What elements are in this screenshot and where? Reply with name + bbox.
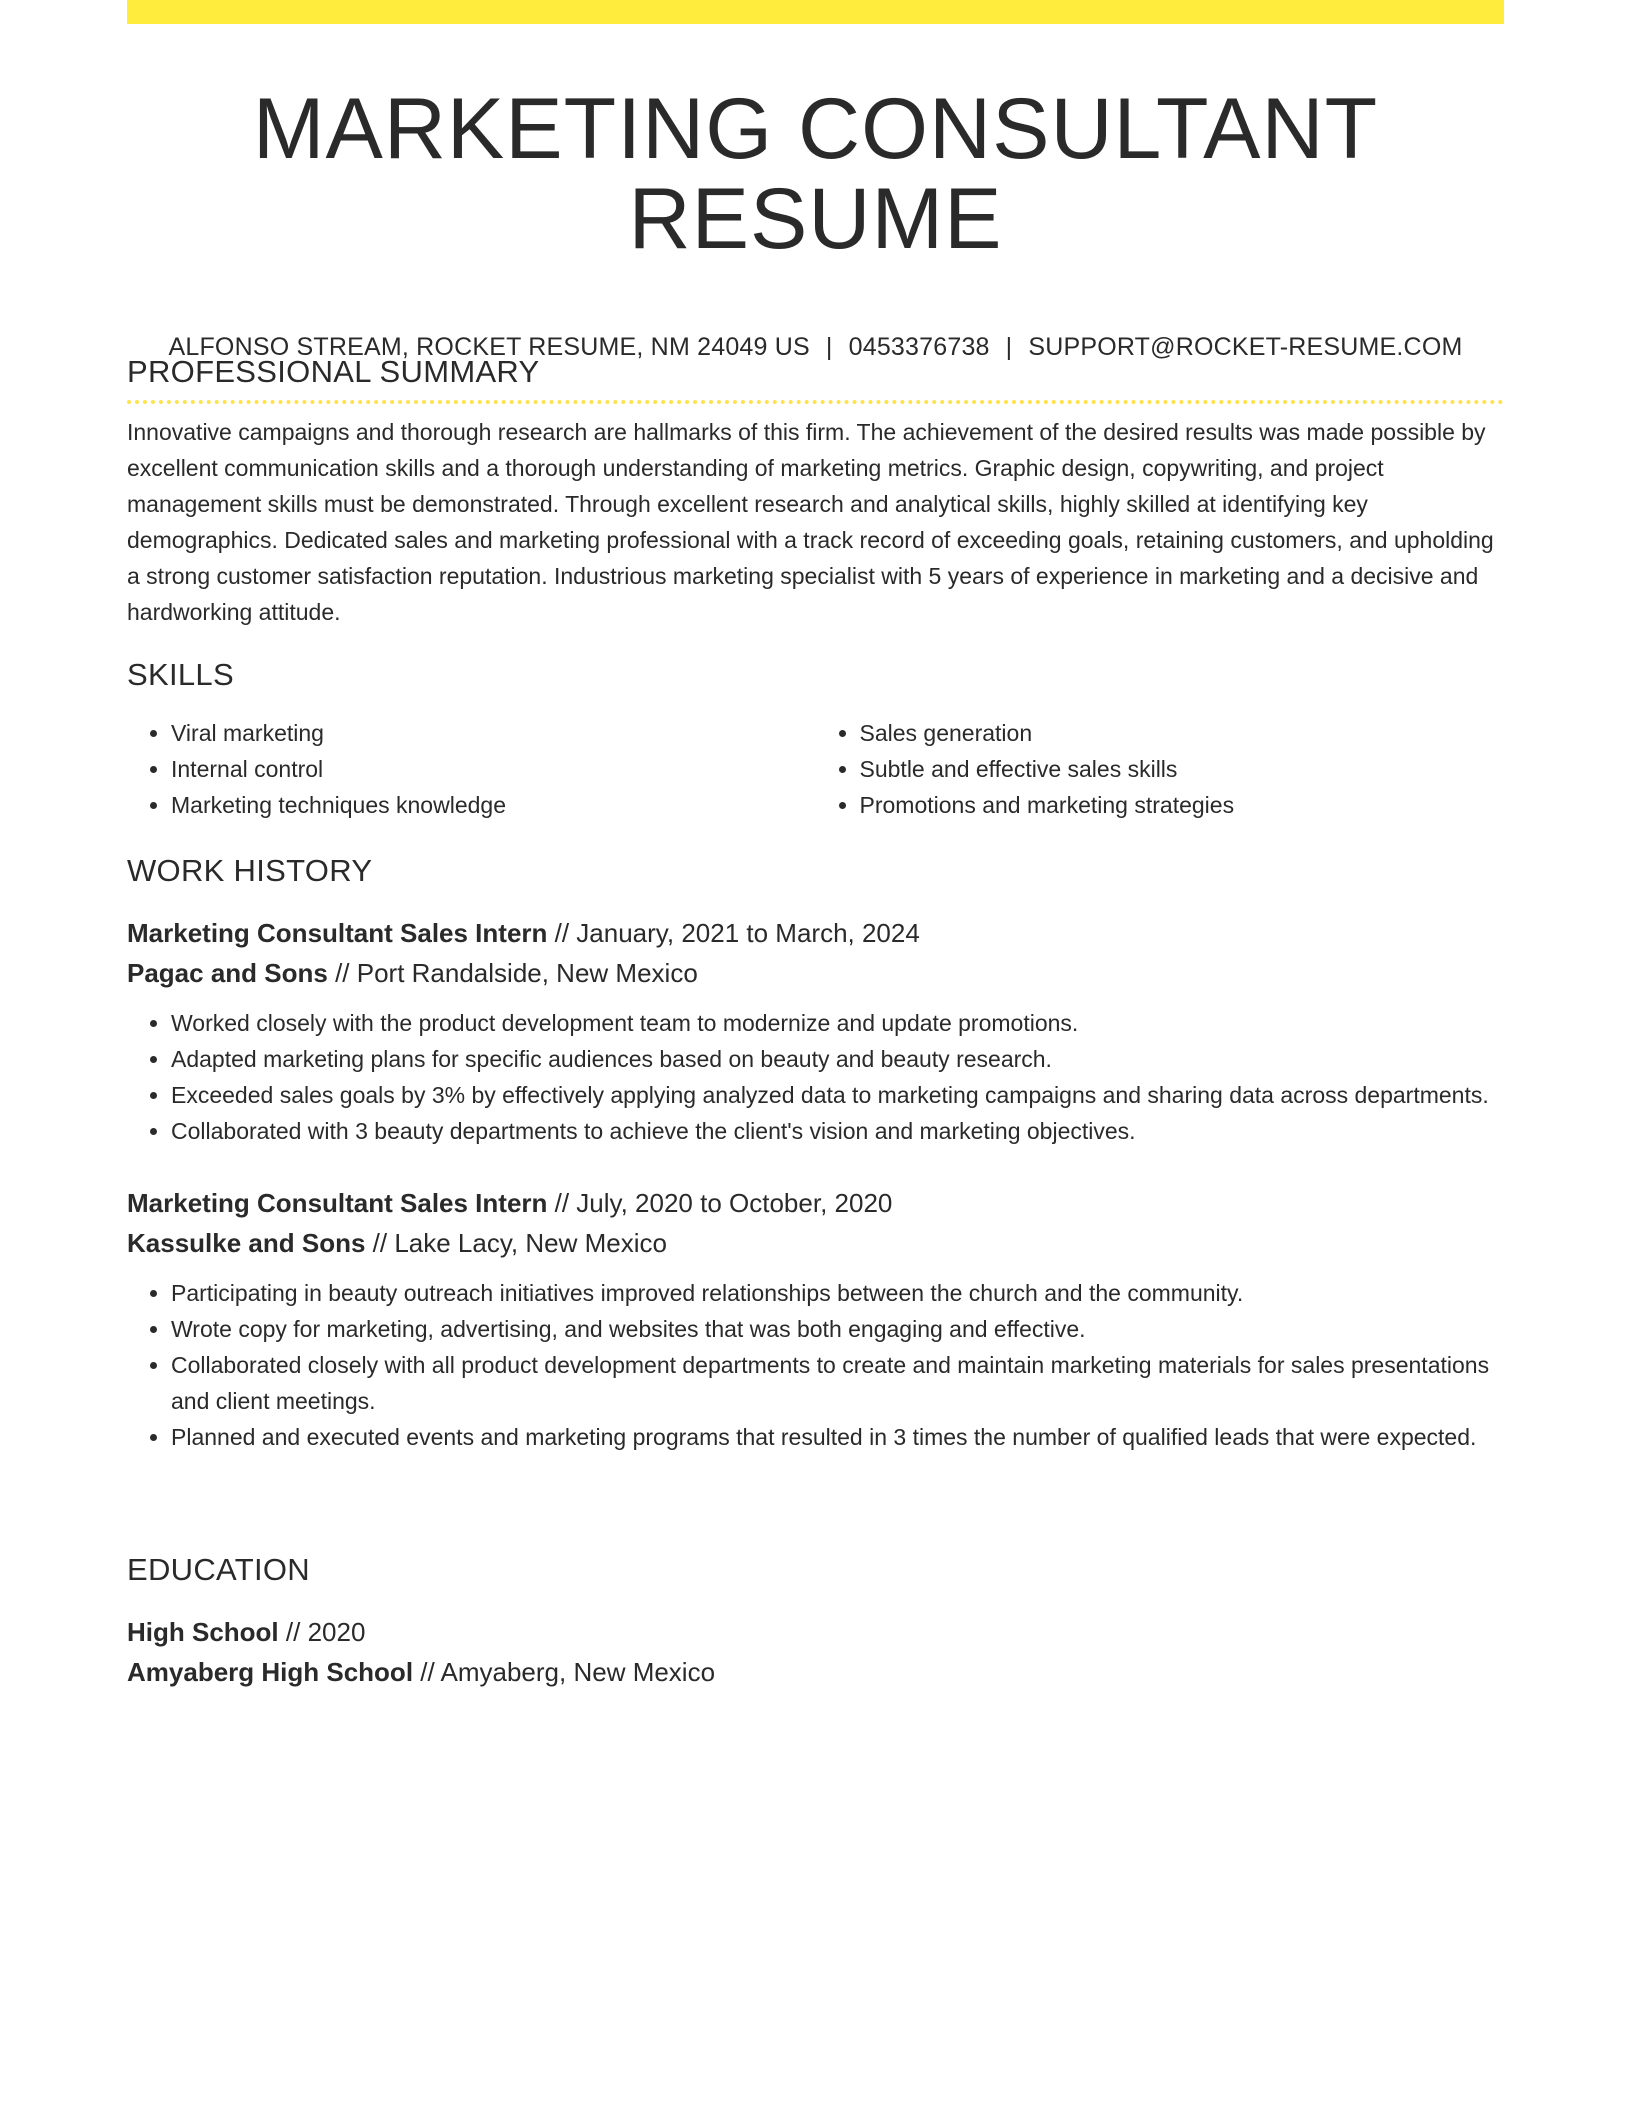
work-heading: WORK HISTORY [127,853,373,888]
education-degree: High School [127,1617,279,1647]
job-company-line [127,953,1504,993]
resume-title: MARKETING CONSULTANT RESUME [252,81,1379,268]
skills-columns [127,715,1504,823]
job-bullet: • Collaborated closely with all product development departments to create and maintain marketing materials for sales presentations and client meetings. [171,1347,1504,1419]
job-bullet: • Worked closely with the product development team to modernize and update promotions. [171,1005,1504,1041]
contact-separator: | [1005,332,1013,361]
job-bullet: • Adapted marketing plans for specific audiences based on beauty and beauty research. [171,1041,1504,1077]
job-dates: // January, 2021 to March, 2024 [547,918,920,948]
job-company-line [127,1223,1504,1263]
skills-left-list [127,715,816,823]
skills-right-list [816,715,1505,823]
education-location: // Amyaberg, New Mexico [413,1657,716,1687]
education-heading: EDUCATION [127,1552,310,1587]
job-company: Pagac and Sons [127,958,328,988]
education-year: // 2020 [278,1617,366,1647]
job-bullet: • Participating in beauty outreach initiatives improved relationships between the church and the community. [171,1275,1504,1311]
job-title: Marketing Consultant Sales Intern [127,1188,548,1218]
job-company: Kassulke and Sons [127,1228,366,1258]
education-degree-line [127,1612,1504,1652]
contact-email: SUPPORT@ROCKET-RESUME.COM [1028,332,1463,361]
summary-text: Innovative campaigns and thorough research are hallmarks of this firm. The achievement of the desired results was made possible by excellent communication skills and a thorough understanding of marketing metrics. Graphic design, copywriting, and project management skills must be demonstrated. Through excellent research and analytical skills, highly skilled at identifying key demographics. Dedicated sales and marketing professional with a track record of exceeding goals, retaining customers, and upholding a strong customer satisfaction reputation. Industrious marketing specialist with 5 years of experience in marketing and a decisive and hardworking attitude. [127,419,1494,625]
skill-item: • Promotions and marketing strategies [860,787,1505,823]
accent-top-bar [127,0,1504,24]
skills-heading: SKILLS [127,657,234,692]
education-school: Amyaberg High School [127,1657,414,1687]
contact-separator: | [825,332,833,361]
job-entry [127,913,1504,1149]
skill-item: • Subtle and effective sales skills [860,751,1505,787]
job-dates: // July, 2020 to October, 2020 [547,1188,893,1218]
skills-section [127,657,1504,823]
job-bullets [127,1275,1504,1455]
skill-item: • Sales generation [860,715,1505,751]
summary-heading: PROFESSIONAL SUMMARY [127,354,540,389]
job-bullet: • Exceeded sales goals by 3% by effectively applying analyzed data to marketing campaigns and sharing data across departments. [171,1077,1504,1113]
skill-item: • Internal control [171,751,816,787]
job-location: // Lake Lacy, New Mexico [365,1228,667,1258]
job-location: // Port Randalside, New Mexico [327,958,698,988]
education-section [127,1552,1504,1692]
job-entry [127,1183,1504,1455]
job-bullets [127,1005,1504,1149]
job-bullet: • Wrote copy for marketing, advertising, and websites that was both engaging and effective. [171,1311,1504,1347]
work-section [127,853,1504,1455]
resume-page [127,0,1504,1687]
education-school-line [127,1652,1504,1692]
job-title: Marketing Consultant Sales Intern [127,918,548,948]
skill-item: • Marketing techniques knowledge [171,787,816,823]
education-entry [127,1612,1504,1692]
job-bullet: • Collaborated with 3 beauty departments to achieve the client's vision and marketing objectives. [171,1113,1504,1149]
contact-phone: 0453376738 [848,332,990,361]
summary-section [127,354,1504,630]
job-title-line [127,1183,1504,1223]
contact-address: ALFONSO STREAM, ROCKET RESUME, NM 24049 US [168,332,810,361]
skill-item: • Viral marketing [171,715,816,751]
job-title-line [127,913,1504,953]
job-bullet: • Planned and executed events and marketing programs that resulted in 3 times the number of qualified leads that were expected. [171,1419,1504,1455]
